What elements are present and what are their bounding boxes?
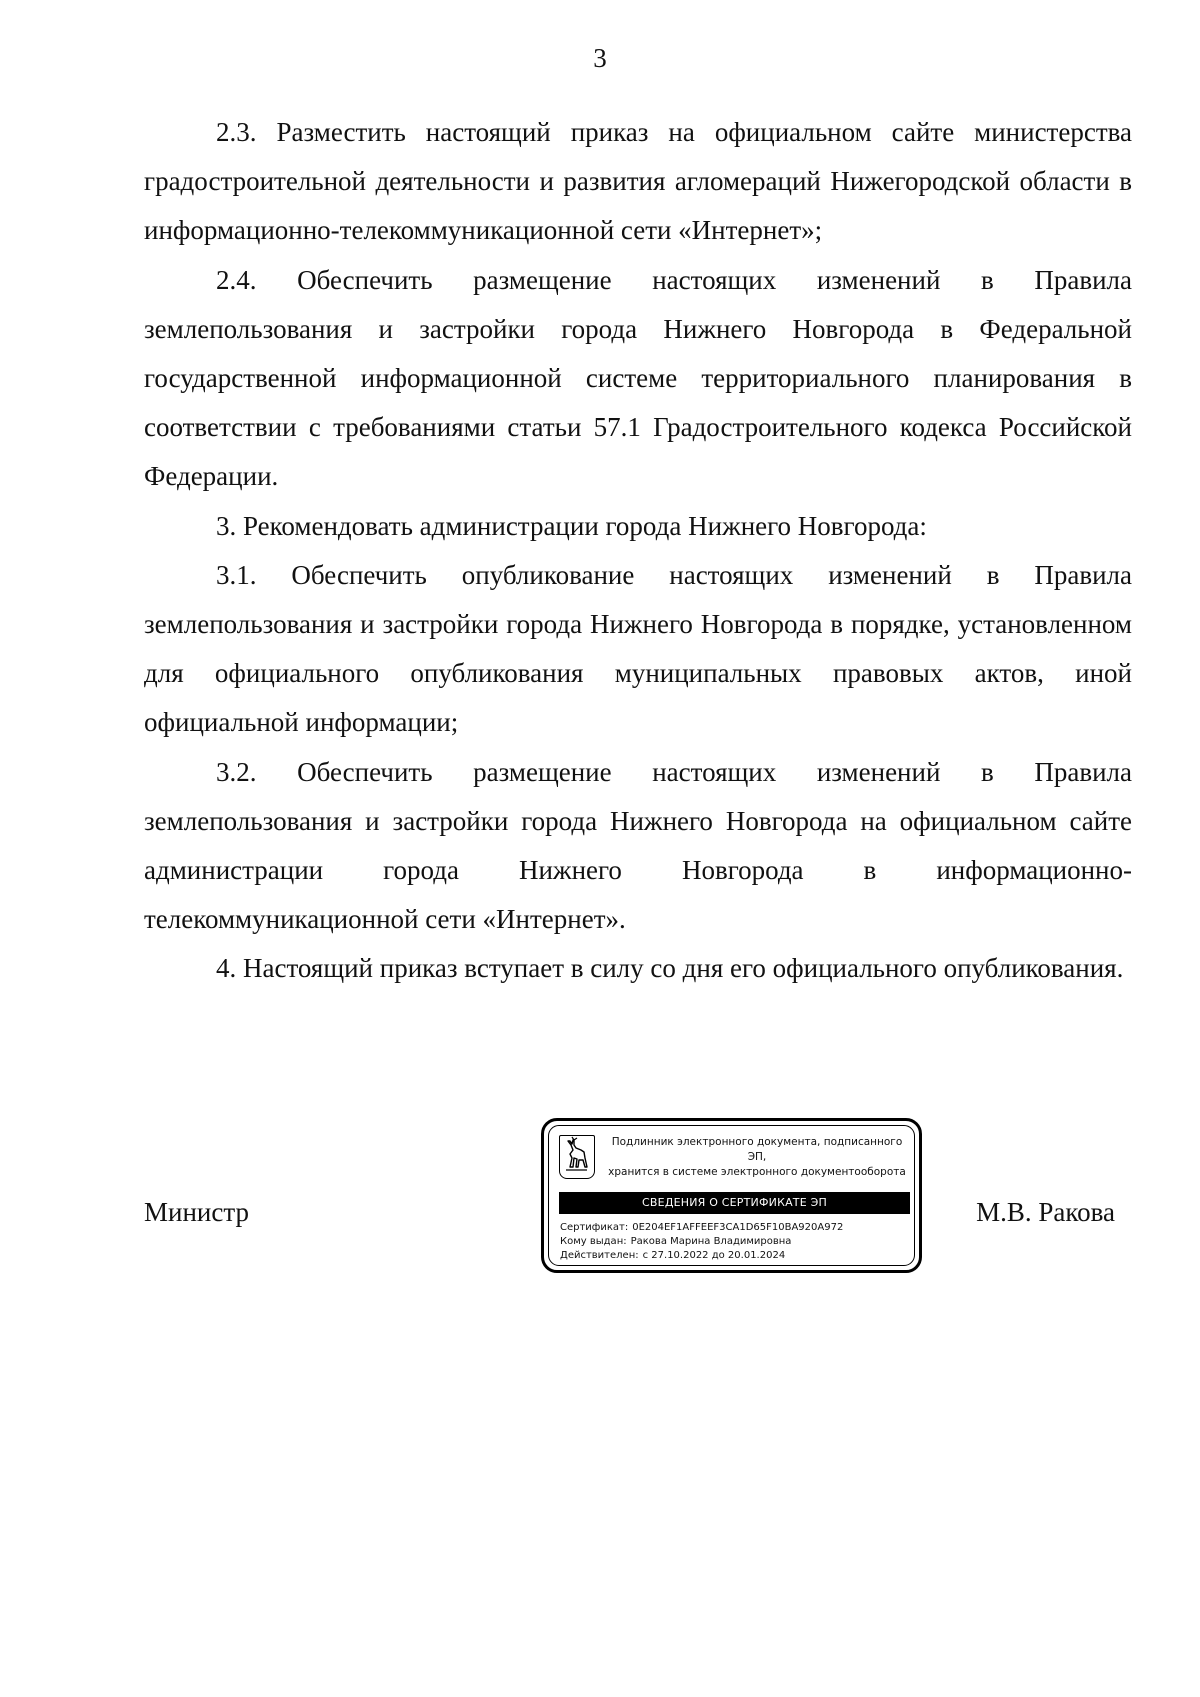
page-number: 3: [593, 43, 607, 73]
stamp-header-line-1: Подлинник электронного документа, подписанного ЭП,: [611, 1136, 903, 1163]
paragraph-3-2: 3.2. Обеспечить размещение настоящих изменений в Правила землепользования и застройки города Нижнего Новгорода на официальном сайте администрации города Нижнего Новгорода в информационно-телекоммуникационной сети «Интернет».: [144, 756, 1132, 935]
valid-row: [560, 1249, 910, 1263]
stamp-certificate-details: [560, 1221, 910, 1263]
paragraph-2-4: 2.4. Обеспечить размещение настоящих изменений в Правила землепользования и застройки города Нижнего Новгорода в Федеральной государственной информационной системе территориального планирования в соответствии с требованиями статьи 57.1 Градостроительного кодекса Российской Федерации.: [144, 264, 1132, 492]
electronic-signature-stamp: [541, 1118, 922, 1273]
issued-to-row: [560, 1235, 910, 1249]
paragraph-3-1: 3.1. Обеспечить опубликование настоящих изменений в Правила землепользования и застройки города Нижнего Новгорода в порядке, установленном для официального опубликования муниципальных правовых актов, иной официальной информации;: [144, 559, 1132, 738]
issued-to-value: Ракова Марина Владимировна: [630, 1236, 792, 1247]
signatory-title: Министр: [144, 1197, 249, 1227]
stamp-header-line-2: хранится в системе электронного документооборота: [608, 1166, 906, 1178]
document-body: [144, 108, 1132, 994]
paragraph-4: 4. Настоящий приказ вступает в силу со дня его официального опубликования.: [216, 953, 1124, 984]
certificate-value: 0E204EF1AFFEEF3CA1D65F10BA920A972: [632, 1222, 844, 1233]
valid-value: с 27.10.2022 до 20.01.2024: [642, 1250, 786, 1261]
valid-label: Действителен:: [560, 1250, 639, 1261]
paragraph-2-3: 2.3. Разместить настоящий приказ на официальном сайте министерства градостроительной деятельности и развития агломераций Нижегородской области в информационно-телекоммуникационной сети «Интернет»;: [144, 117, 1132, 246]
stamp-certificate-bar: СВЕДЕНИЯ О СЕРТИФИКАТЕ ЭП: [559, 1192, 910, 1214]
stamp-header: [602, 1135, 912, 1180]
paragraph-3: 3. Рекомендовать администрации города Нижнего Новгорода:: [216, 510, 927, 541]
certificate-row: [560, 1221, 910, 1235]
certificate-label: Сертификат:: [560, 1222, 629, 1233]
issued-to-label: Кому выдан:: [560, 1236, 627, 1247]
signatory-name: М.В. Ракова: [976, 1197, 1115, 1227]
nizhny-novgorod-deer-emblem-icon: [559, 1135, 595, 1179]
